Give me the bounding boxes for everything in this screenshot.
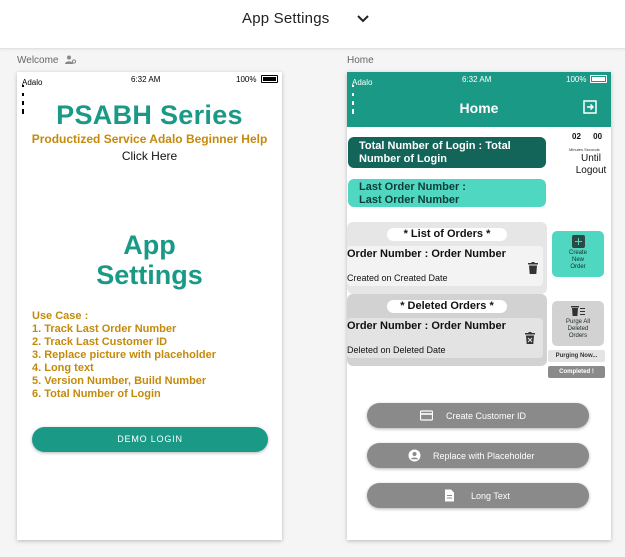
chevron-down-icon[interactable]	[356, 12, 370, 26]
replace-with-placeholder-label: Replace with Placeholder	[433, 451, 535, 461]
logout-icon[interactable]	[583, 100, 597, 114]
home-screen-label[interactable]	[347, 55, 374, 66]
purge-deleted-orders-button[interactable]	[552, 301, 604, 346]
create-customer-id-label: Create Customer ID	[446, 411, 527, 421]
last-order-line-2: Last Order Number	[359, 194, 460, 206]
last-order-card	[348, 179, 546, 207]
list-item[interactable]	[347, 318, 543, 358]
use-case-item: 3. Replace picture with placeholder	[32, 349, 216, 361]
battery-percent: 100%	[566, 75, 587, 84]
total-login-line-2: Number of Login	[359, 153, 447, 165]
delete-icon[interactable]	[525, 332, 535, 344]
battery-percent: 100%	[236, 75, 257, 84]
orders-label: Orders	[568, 333, 588, 339]
create-label: Create	[568, 250, 587, 256]
order-label: Order	[570, 264, 586, 270]
timer-values	[572, 132, 608, 141]
document-icon	[443, 489, 456, 502]
total-login-card	[348, 137, 546, 168]
orders-list-title: * List of Orders *	[387, 228, 507, 241]
deleted-orders-title: * Deleted Orders *	[387, 300, 507, 313]
add-icon	[572, 235, 585, 248]
status-time: 6:32 AM	[131, 75, 161, 84]
app-settings-line-1: App	[123, 230, 176, 260]
battery-icon	[590, 75, 607, 83]
use-case-item: Use Case :	[32, 310, 89, 322]
click-here-link[interactable]: Click Here	[121, 149, 178, 163]
deleted-orders-panel	[347, 294, 547, 366]
use-case-item: 1. Track Last Order Number	[32, 323, 177, 335]
page-title: Home	[459, 100, 499, 116]
replace-with-placeholder-button[interactable]	[367, 443, 589, 468]
demo-login-button[interactable]: DEMO LOGIN	[32, 427, 268, 452]
trash-icon	[571, 304, 585, 317]
timer-seconds: 00	[593, 132, 603, 141]
app-settings-line-2: Settings	[96, 260, 203, 290]
until-text: Until	[580, 153, 601, 164]
home-screen[interactable]	[347, 72, 611, 540]
deleted-date: Deleted on Deleted Date	[347, 345, 446, 355]
home-header	[347, 72, 611, 127]
top-bar	[0, 0, 625, 49]
carrier-name: Adalo	[22, 78, 43, 87]
logout-text: Logout	[575, 165, 607, 176]
last-order-line-1: Last Order Number :	[359, 181, 466, 193]
account-circle-icon	[408, 449, 421, 462]
home-label-text: Home	[347, 55, 374, 66]
long-text-label: Long Text	[471, 491, 510, 501]
subtitle: Productized Service Adalo Beginner Help	[31, 132, 268, 146]
app-settings-heading	[17, 230, 282, 290]
trash-icon[interactable]	[528, 262, 538, 274]
timer-caption: Minutes Seconds	[569, 147, 600, 152]
long-text-button[interactable]	[367, 483, 589, 508]
use-case-item: 2. Track Last Customer ID	[32, 336, 168, 348]
order-number: Order Number : Order Number	[347, 248, 506, 260]
use-case-item: 4. Long text	[32, 362, 94, 374]
create-new-order-button[interactable]	[552, 231, 604, 277]
until-logout-label	[571, 153, 611, 177]
new-label: New	[571, 257, 584, 263]
create-customer-id-button[interactable]	[367, 403, 589, 428]
welcome-label-text: Welcome	[17, 55, 59, 66]
user-settings-icon	[65, 55, 76, 64]
timer-minutes: 02	[572, 132, 581, 141]
use-case-list	[32, 310, 216, 401]
welcome-screen[interactable]	[17, 72, 282, 540]
completed-status: Completed !	[548, 366, 605, 378]
page-title: PSABH Series	[56, 100, 243, 130]
use-case-item: 6. Total Number of Login	[32, 388, 161, 400]
total-login-line-1: Total Number of Login : Total	[359, 140, 511, 152]
created-date: Created on Created Date	[347, 273, 448, 283]
order-number: Order Number : Order Number	[347, 320, 506, 332]
status-bar	[347, 72, 611, 86]
welcome-screen-label[interactable]	[17, 55, 76, 66]
status-time: 6:32 AM	[462, 75, 492, 84]
status-bar	[17, 72, 282, 86]
carrier-name: Adalo	[352, 78, 373, 87]
use-case-item: 5. Version Number, Build Number	[32, 375, 207, 387]
purge-label: Purge All	[565, 319, 590, 325]
battery-icon	[261, 75, 278, 83]
credit-card-icon	[420, 409, 433, 422]
deleted-label: Deleted	[567, 326, 589, 332]
list-item[interactable]	[347, 246, 543, 286]
app-settings-title[interactable]: App Settings	[242, 10, 330, 27]
purging-status: Purging Now...	[548, 350, 605, 362]
orders-list-panel	[347, 222, 547, 294]
